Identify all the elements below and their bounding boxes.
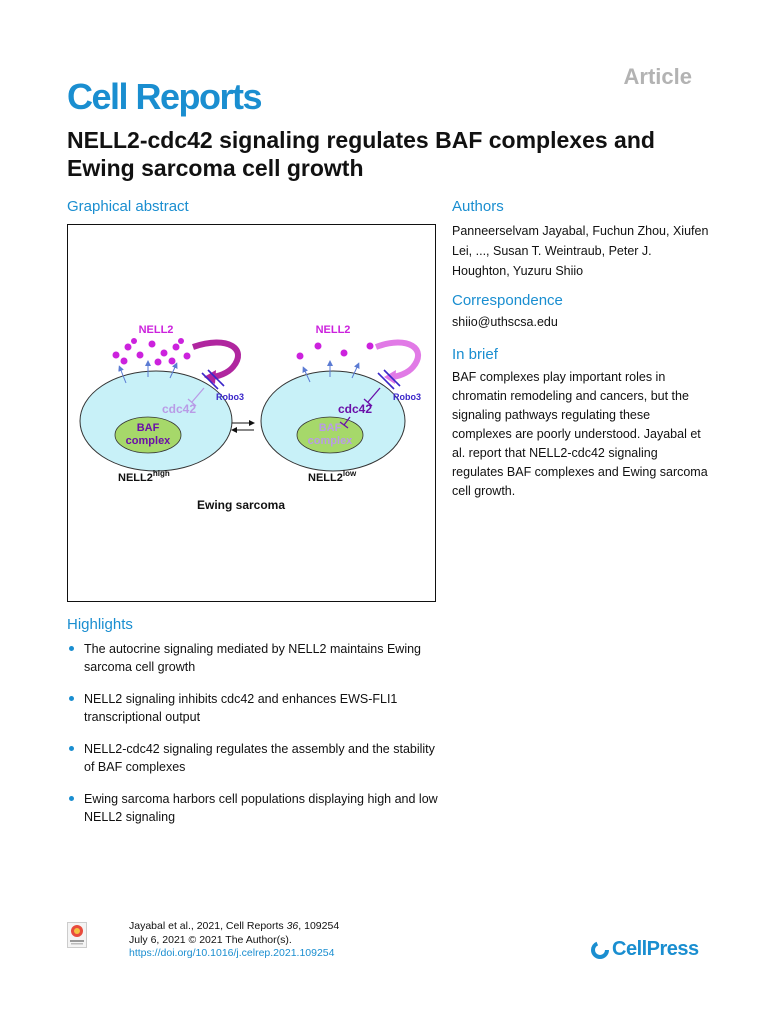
nell2-ligand-dots-left (113, 338, 191, 366)
bullet-icon (69, 796, 74, 801)
copyright-line: July 6, 2021 © 2021 The Author(s). (129, 933, 292, 946)
figure-caption: Ewing sarcoma (196, 498, 286, 512)
state-label-right: $NELL2^{low}$ (308, 469, 357, 484)
feedback-arrow-right (376, 343, 418, 377)
highlight-item: Ewing sarcoma harbors cell populations displaying high and low NELL2 signaling (67, 790, 447, 826)
baf-label-right-2: complex (307, 435, 353, 447)
citation-line: Jayabal et al., 2021, Cell Reports 36, 109254 (129, 920, 340, 932)
highlights-heading: Highlights (67, 616, 133, 633)
ligand-label-right: NELL2 (315, 324, 351, 336)
bullet-icon (69, 746, 74, 751)
article-type-label: Article (623, 64, 692, 89)
paper-title: NELL2-cdc42 signaling regulates BAF complexes and Ewing sarcoma cell growth (67, 127, 655, 181)
correspondence-email[interactable]: shiio@uthscsa.edu (452, 315, 558, 329)
cellpress-wordmark: CellPress (612, 938, 699, 960)
receptor-label-left: Robo3 (216, 392, 244, 402)
highlight-item: NELL2-cdc42 signaling regulates the assembly and the stability of BAF complexes (67, 740, 447, 776)
graphical-abstract-heading: Graphical abstract (67, 198, 189, 215)
ligand-label-left: NELL2 (138, 324, 174, 336)
baf-label-left-1: BAF (136, 422, 160, 434)
baf-label-right-1: BAF (318, 422, 342, 434)
highlight-item: The autocrine signaling mediated by NELL2 maintains Ewing sarcoma cell growth (67, 640, 447, 676)
highlight-item: NELL2 signaling inhibits cdc42 and enhances EWS-FLI1 transcriptional output (67, 690, 447, 726)
receptor-label-right: Robo3 (393, 392, 421, 402)
graphical-abstract-figure (68, 225, 434, 600)
baf-label-left-2: complex (125, 435, 171, 447)
cdc42-label-left: cdc42 (162, 402, 197, 416)
cdc42-label-right: cdc42 (338, 402, 373, 416)
authors-list: Panneerselvam Jayabal, Fuchun Zhou, Xiufen Lei, ..., Susan T. Weintraub, Peter J. Houghton, Yuzuru Shiio (452, 224, 709, 278)
nell2-ligand-dots-right (297, 343, 374, 360)
journal-logo: Cell Reports (67, 76, 262, 117)
doi-link[interactable]: https://doi.org/10.1016/j.celrep.2021.109254 (129, 947, 335, 959)
bullet-icon (69, 696, 74, 701)
cellpress-logo (590, 938, 699, 961)
highlights-list (67, 640, 447, 840)
citation-block (129, 920, 339, 961)
in-brief-text: BAF complexes play important roles in chromatin remodeling and cancers, but the signaling pathways regulating these complexes are poorly understood. Jayabal et al. report that NELL2-cdc42 signaling regulates BAF complexes and Ewing sarcoma cell growth. (452, 370, 708, 498)
cellpress-logo-icon (590, 940, 610, 960)
authors-heading: Authors (452, 198, 504, 215)
graphical-abstract-box (67, 224, 436, 602)
check-for-updates-icon[interactable] (67, 922, 87, 948)
state-label-left: $NELL2^{high}$ (118, 469, 170, 484)
correspondence-heading: Correspondence (452, 292, 563, 309)
in-brief-heading: In brief (452, 346, 498, 363)
bullet-icon (69, 646, 74, 651)
